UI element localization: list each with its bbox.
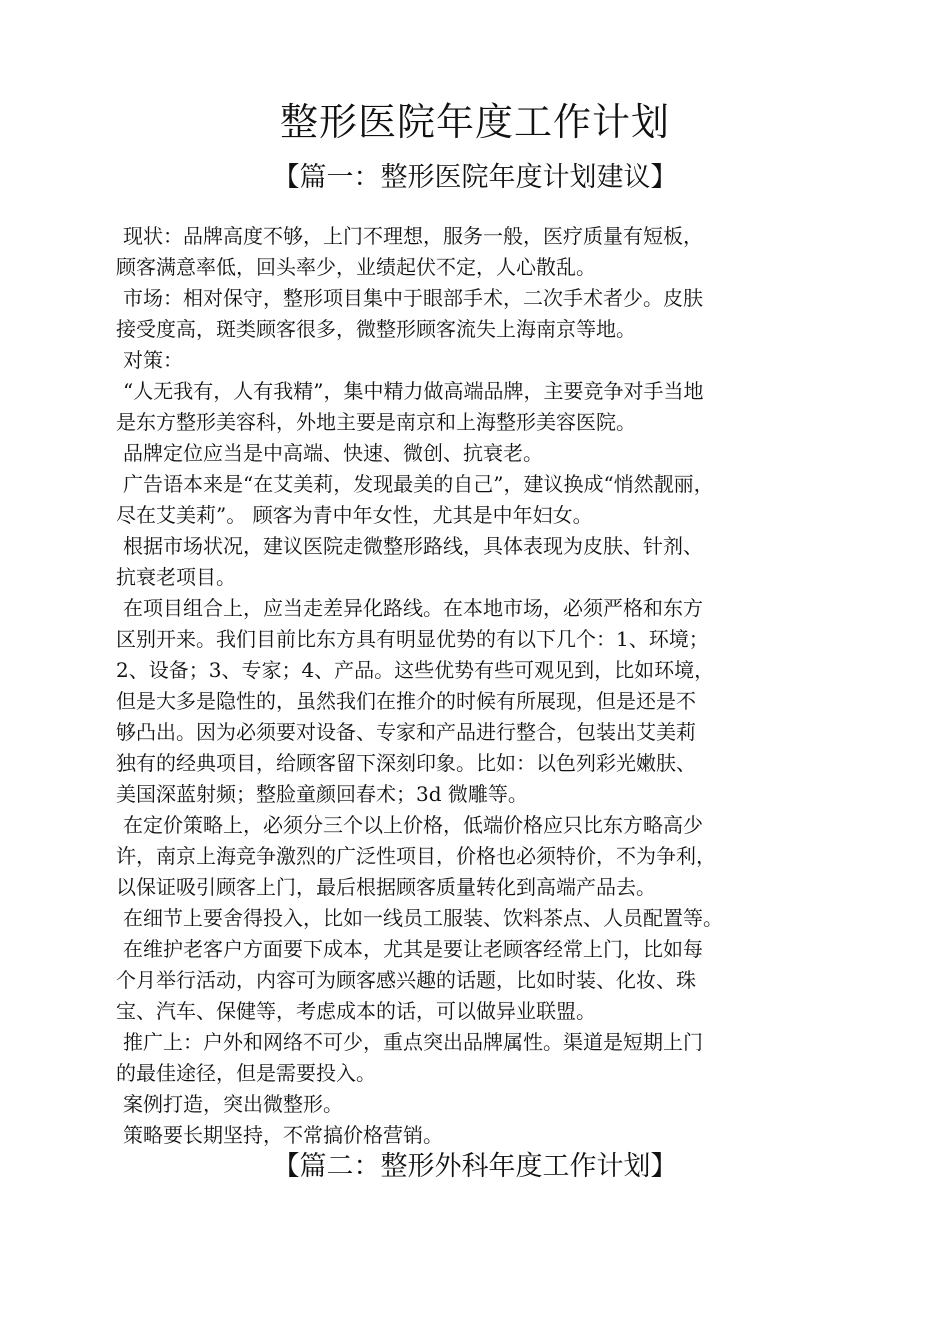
text-line: 独有的经典项目，给顾客留下深刻印象。比如：以色列彩光嫩肤、 xyxy=(116,751,696,775)
text-line: 尽在艾美莉”。 顾客为青中年女性，尤其是中年妇女。 xyxy=(116,503,593,527)
text-line: 品牌定位应当是中高端、快速、微创、抗衰老。 xyxy=(123,441,543,465)
text-line: 美国深蓝射频；整脸童颜回春术；3d 微雕等。 xyxy=(116,782,528,806)
text-line: “人无我有，人有我精”，集中精力做高端品牌，主要竞争对手当地 xyxy=(123,379,704,403)
text-line: 市场：相对保守，整形项目集中于眼部手术，二次手术者少。皮肤 xyxy=(123,286,703,310)
text-line: 现状：品牌高度不够，上门不理想，服务一般，医疗质量有短板， xyxy=(123,224,703,248)
text-line: 对策： xyxy=(123,348,183,372)
text-line: 策略要长期坚持，不常搞价格营销。 xyxy=(123,1123,443,1147)
text-line: 但是大多是隐性的，虽然我们在推介的时候有所展现，但是还是不 xyxy=(116,689,696,713)
text-line: 在维护老客户方面要下成本，尤其是要让老顾客经常上门，比如每 xyxy=(123,937,703,961)
text-line: 在细节上要舍得投入，比如一线员工服装、饮料茶点、人员配置等。 xyxy=(123,906,723,930)
section-2-title: 【篇二：整形外科年度工作计划】 xyxy=(272,1151,678,1182)
text-line: 许，南京上海竞争激烈的广泛性项目，价格也必须特价，不为争利， xyxy=(116,844,716,868)
text-line: 在定价策略上，必须分三个以上价格，低端价格应只比东方略高少 xyxy=(123,813,703,837)
text-line: 的最佳途径，但是需要投入。 xyxy=(116,1061,376,1085)
body-text xyxy=(116,221,861,1151)
text-line: 案例打造，突出微整形。 xyxy=(123,1092,343,1116)
text-line: 区别开来。我们目前比东方具有明显优势的有以下几个：1、环境； xyxy=(116,627,709,651)
text-line: 宝、汽车、保健等，考虑成本的话，可以做异业联盟。 xyxy=(116,999,596,1023)
text-line: 抗衰老项目。 xyxy=(116,565,236,589)
text-line: 在项目组合上，应当走差异化路线。在本地市场，必须严格和东方 xyxy=(123,596,703,620)
section-1-title: 【篇一：整形医院年度计划建议】 xyxy=(272,162,678,193)
text-line: 2、设备；3、专家；4、产品。这些优势有些可观见到，比如环境， xyxy=(116,658,715,682)
text-line: 个月举行活动，内容可为顾客感兴趣的话题，比如时装、化妆、珠 xyxy=(116,968,696,992)
text-line: 广告语本来是“在艾美莉，发现最美的自己”，建议换成“悄然靓丽， xyxy=(123,472,714,496)
text-line: 接受度高，斑类顾客很多，微整形顾客流失上海南京等地。 xyxy=(116,317,636,341)
document-title: 整形医院年度工作计划 xyxy=(279,100,670,144)
text-line: 推广上：户外和网络不可少，重点突出品牌属性。渠道是短期上门 xyxy=(123,1030,703,1054)
text-line: 是东方整形美容科，外地主要是南京和上海整形美容医院。 xyxy=(116,410,636,434)
text-line: 以保证吸引顾客上门，最后根据顾客质量转化到高端产品去。 xyxy=(116,875,656,899)
text-line: 根据市场状况，建议医院走微整形路线，具体表现为皮肤、针剂、 xyxy=(123,534,703,558)
text-line: 顾客满意率低，回头率少，业绩起伏不定，人心散乱。 xyxy=(116,255,596,279)
text-line: 够凸出。因为必须要对设备、专家和产品进行整合，包装出艾美莉 xyxy=(116,720,696,744)
